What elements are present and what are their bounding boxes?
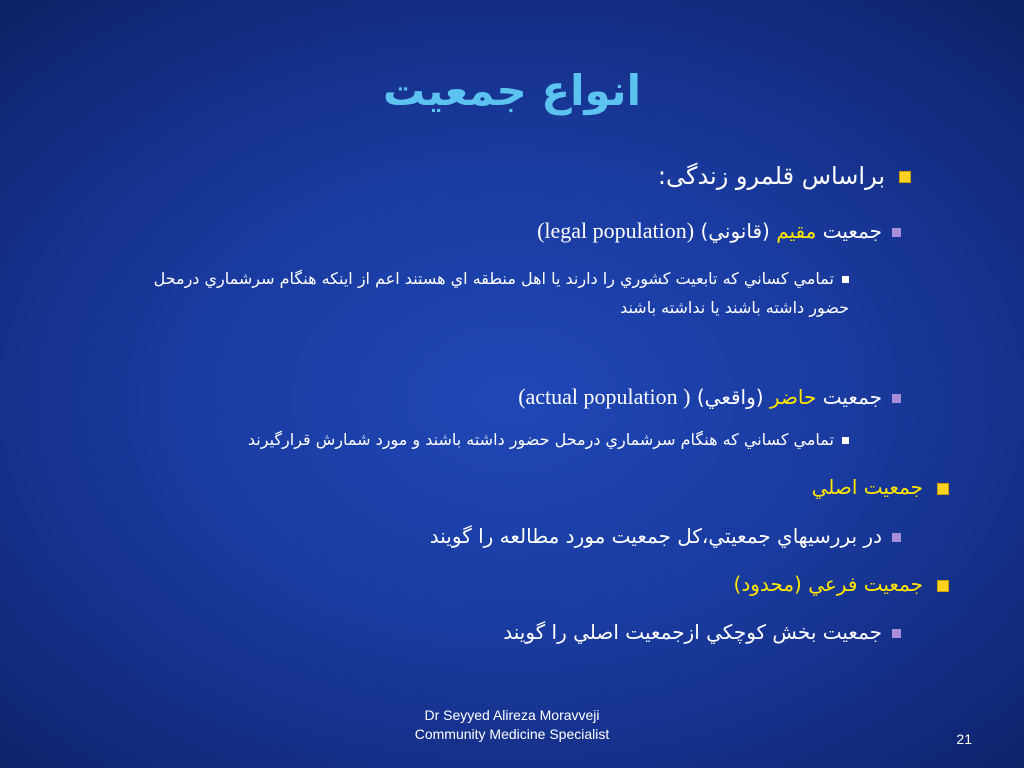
square-bullet-icon [892, 394, 901, 403]
item-text: تمامي كساني كه تابعيت كشوري را دارند يا اهل منطقه اي هستند اعم از اينكه هنگام سرشماري درمحل حضور داشته باشند يا نداشته باشند [153, 269, 849, 317]
item-text: در بررسيهاي جمعيتي،كل جمعيت مورد مطالعه را گويند [429, 524, 882, 548]
square-bullet-icon [892, 533, 901, 542]
item-latin: (actual population ) [518, 384, 691, 409]
slide-title: انواع جمعيت [383, 66, 641, 115]
list-item-main-definition [430, 524, 901, 548]
list-item-by-life-territory [658, 162, 911, 190]
item-text: تمامي كساني كه هنگام سرشماري درمحل حضور داشته باشند و مورد شمارش قرارگيرند [247, 430, 834, 449]
square-bullet-icon [842, 276, 849, 283]
list-item-main-population [812, 475, 949, 499]
item-suffix: (قانوني) [700, 219, 770, 243]
list-item-resident-definition [129, 264, 849, 322]
footer-author-name: Dr Seyyed Alireza Moravveji [424, 707, 600, 723]
item-prefix: جمعيت [822, 385, 882, 409]
list-item-actual-definition [248, 430, 849, 449]
square-bullet-icon [842, 437, 849, 444]
page-number: 21 [956, 731, 972, 747]
footer-author [330, 706, 694, 744]
list-item-sub-population [734, 572, 949, 596]
list-item-sub-definition [503, 620, 901, 644]
square-bullet-icon [892, 228, 901, 237]
square-bullet-icon [937, 483, 949, 495]
list-item-actual-population [518, 384, 901, 410]
item-text: جمعيت فرعي (محدود) [733, 572, 923, 596]
item-latin: (legal population) [537, 218, 695, 243]
square-bullet-icon [899, 171, 911, 183]
square-bullet-icon [937, 580, 949, 592]
item-text: جمعيت اصلي [811, 475, 923, 499]
item-highlight: مقيم [776, 219, 817, 243]
item-text: براساس قلمرو زندگی: [657, 162, 885, 190]
footer-author-title: Community Medicine Specialist [414, 726, 610, 742]
list-item-resident-population [537, 218, 901, 244]
square-bullet-icon [892, 629, 901, 638]
item-prefix: جمعيت [822, 219, 882, 243]
item-highlight: حاضر [769, 385, 817, 409]
item-suffix: (واقعي) [696, 385, 764, 409]
item-text: جمعيت بخش كوچكي ازجمعيت اصلي را گويند [503, 620, 882, 644]
